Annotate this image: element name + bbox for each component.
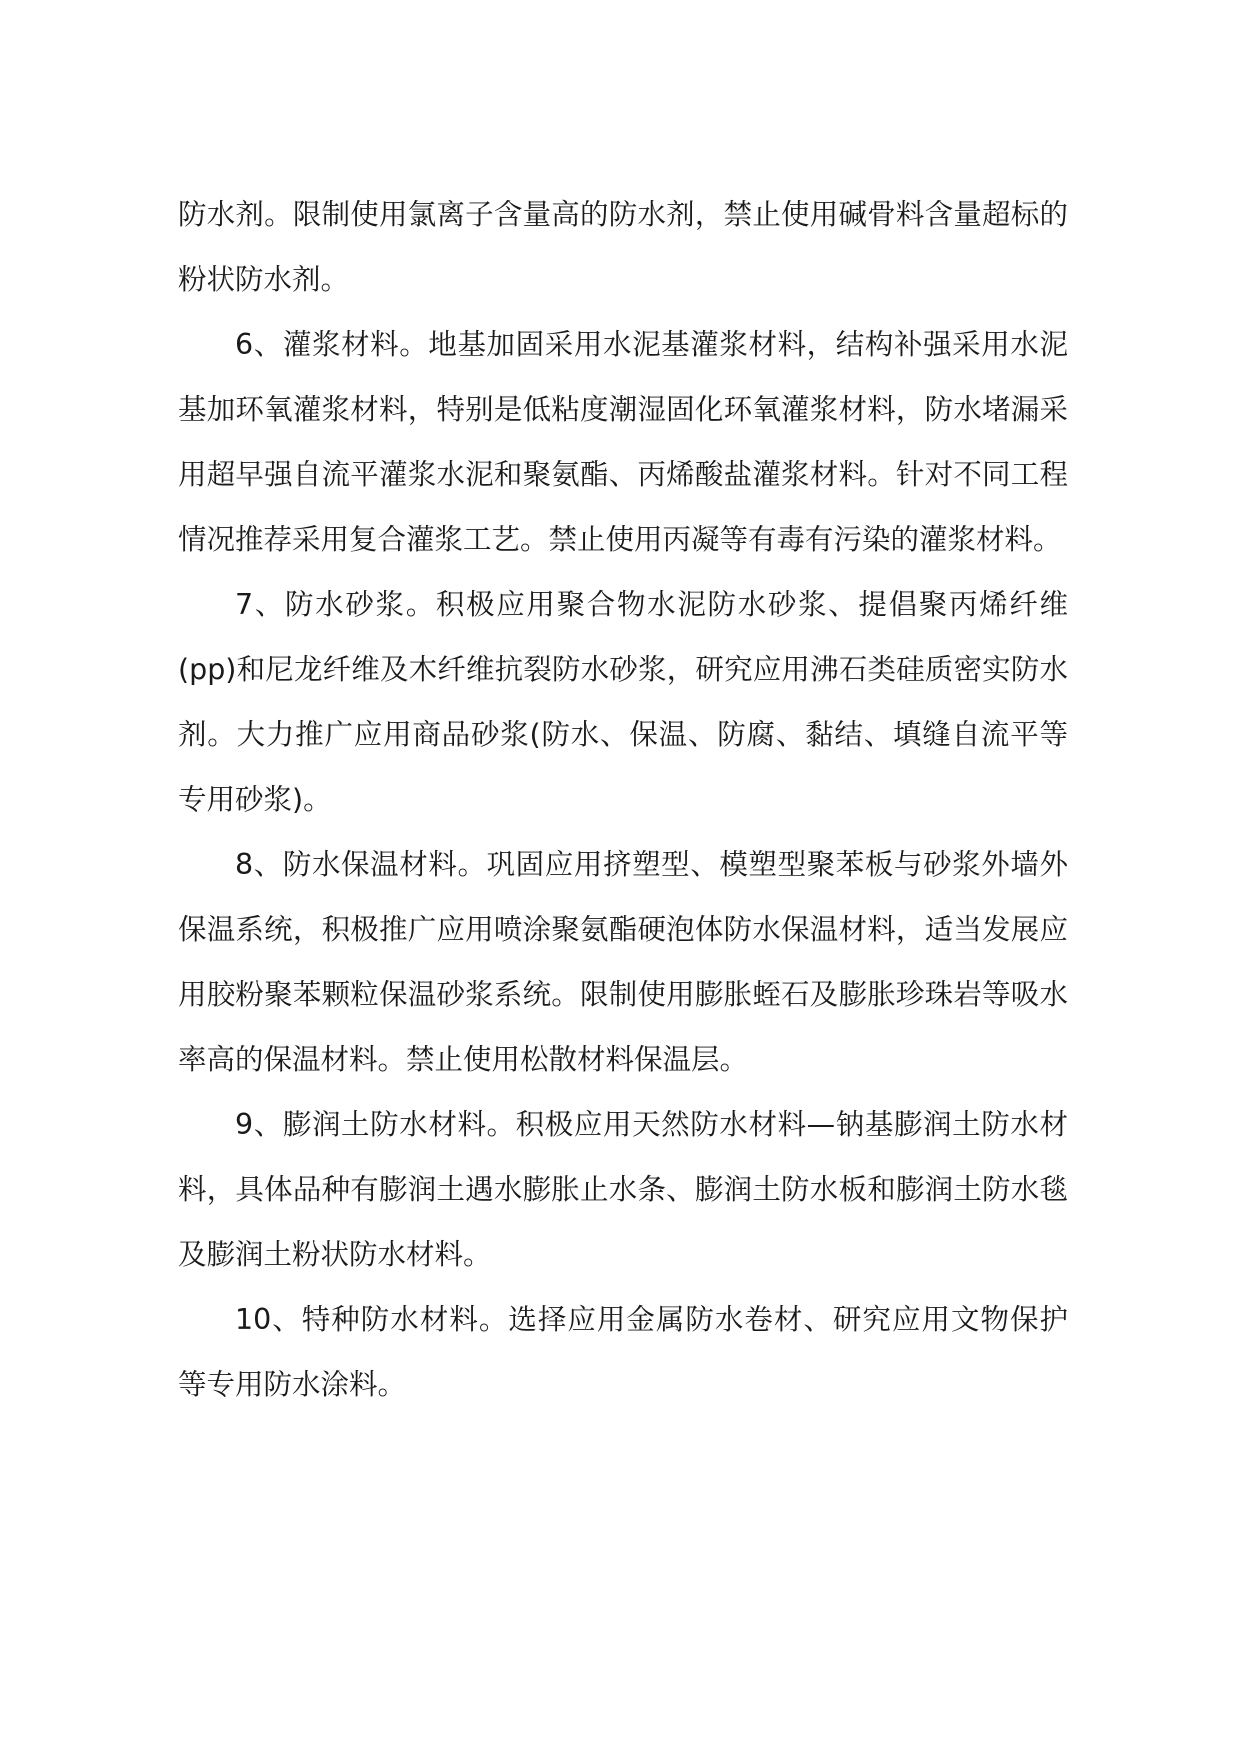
paragraph-special-materials: 10、特种防水材料。选择应用金属防水卷材、研究应用文物保护等专用防水涂料。 — [178, 1303, 1068, 1401]
paragraph-grouting-materials: 6、灌浆材料。地基加固采用水泥基灌浆材料，结构补强采用水泥基加环氧灌浆材料，特别是低粘度潮湿固化环氧灌浆材料，防水堵漏采用超早强自流平灌浆水泥和聚氨酯、丙烯酸盐灌浆材料。针对不同工程情况推荐采用复合灌浆工艺。禁止使用丙凝等有毒有污染的灌浆材料。 — [178, 328, 1068, 556]
paragraph-continuation: 防水剂。限制使用氯离子含量高的防水剂，禁止使用碱骨料含量超标的粉状防水剂。 — [178, 198, 1068, 296]
paragraph-waterproof-insulation: 8、防水保温材料。巩固应用挤塑型、模塑型聚苯板与砂浆外墙外保温系统，积极推广应用喷涂聚氨酯硬泡体防水保温材料，适当发展应用胶粉聚苯颗粒保温砂浆系统。限制使用膨胀蛭石及膨胀珍珠岩等吸水率高的保温材料。禁止使用松散材料保温层。 — [178, 848, 1068, 1076]
paragraph-waterproof-mortar: 7、防水砂浆。积极应用聚合物水泥防水砂浆、提倡聚丙烯纤维(pp)和尼龙纤维及木纤维抗裂防水砂浆，研究应用沸石类硅质密实防水剂。大力推广应用商品砂浆(防水、保温、防腐、黏结、填缝自流平等专用砂浆)。 — [178, 588, 1068, 816]
paragraph-bentonite-materials: 9、膨润土防水材料。积极应用天然防水材料—钠基膨润土防水材料，具体品种有膨润土遇水膨胀止水条、膨润土防水板和膨润土防水毯及膨润土粉状防水材料。 — [178, 1108, 1068, 1271]
document-body — [178, 182, 1068, 1417]
